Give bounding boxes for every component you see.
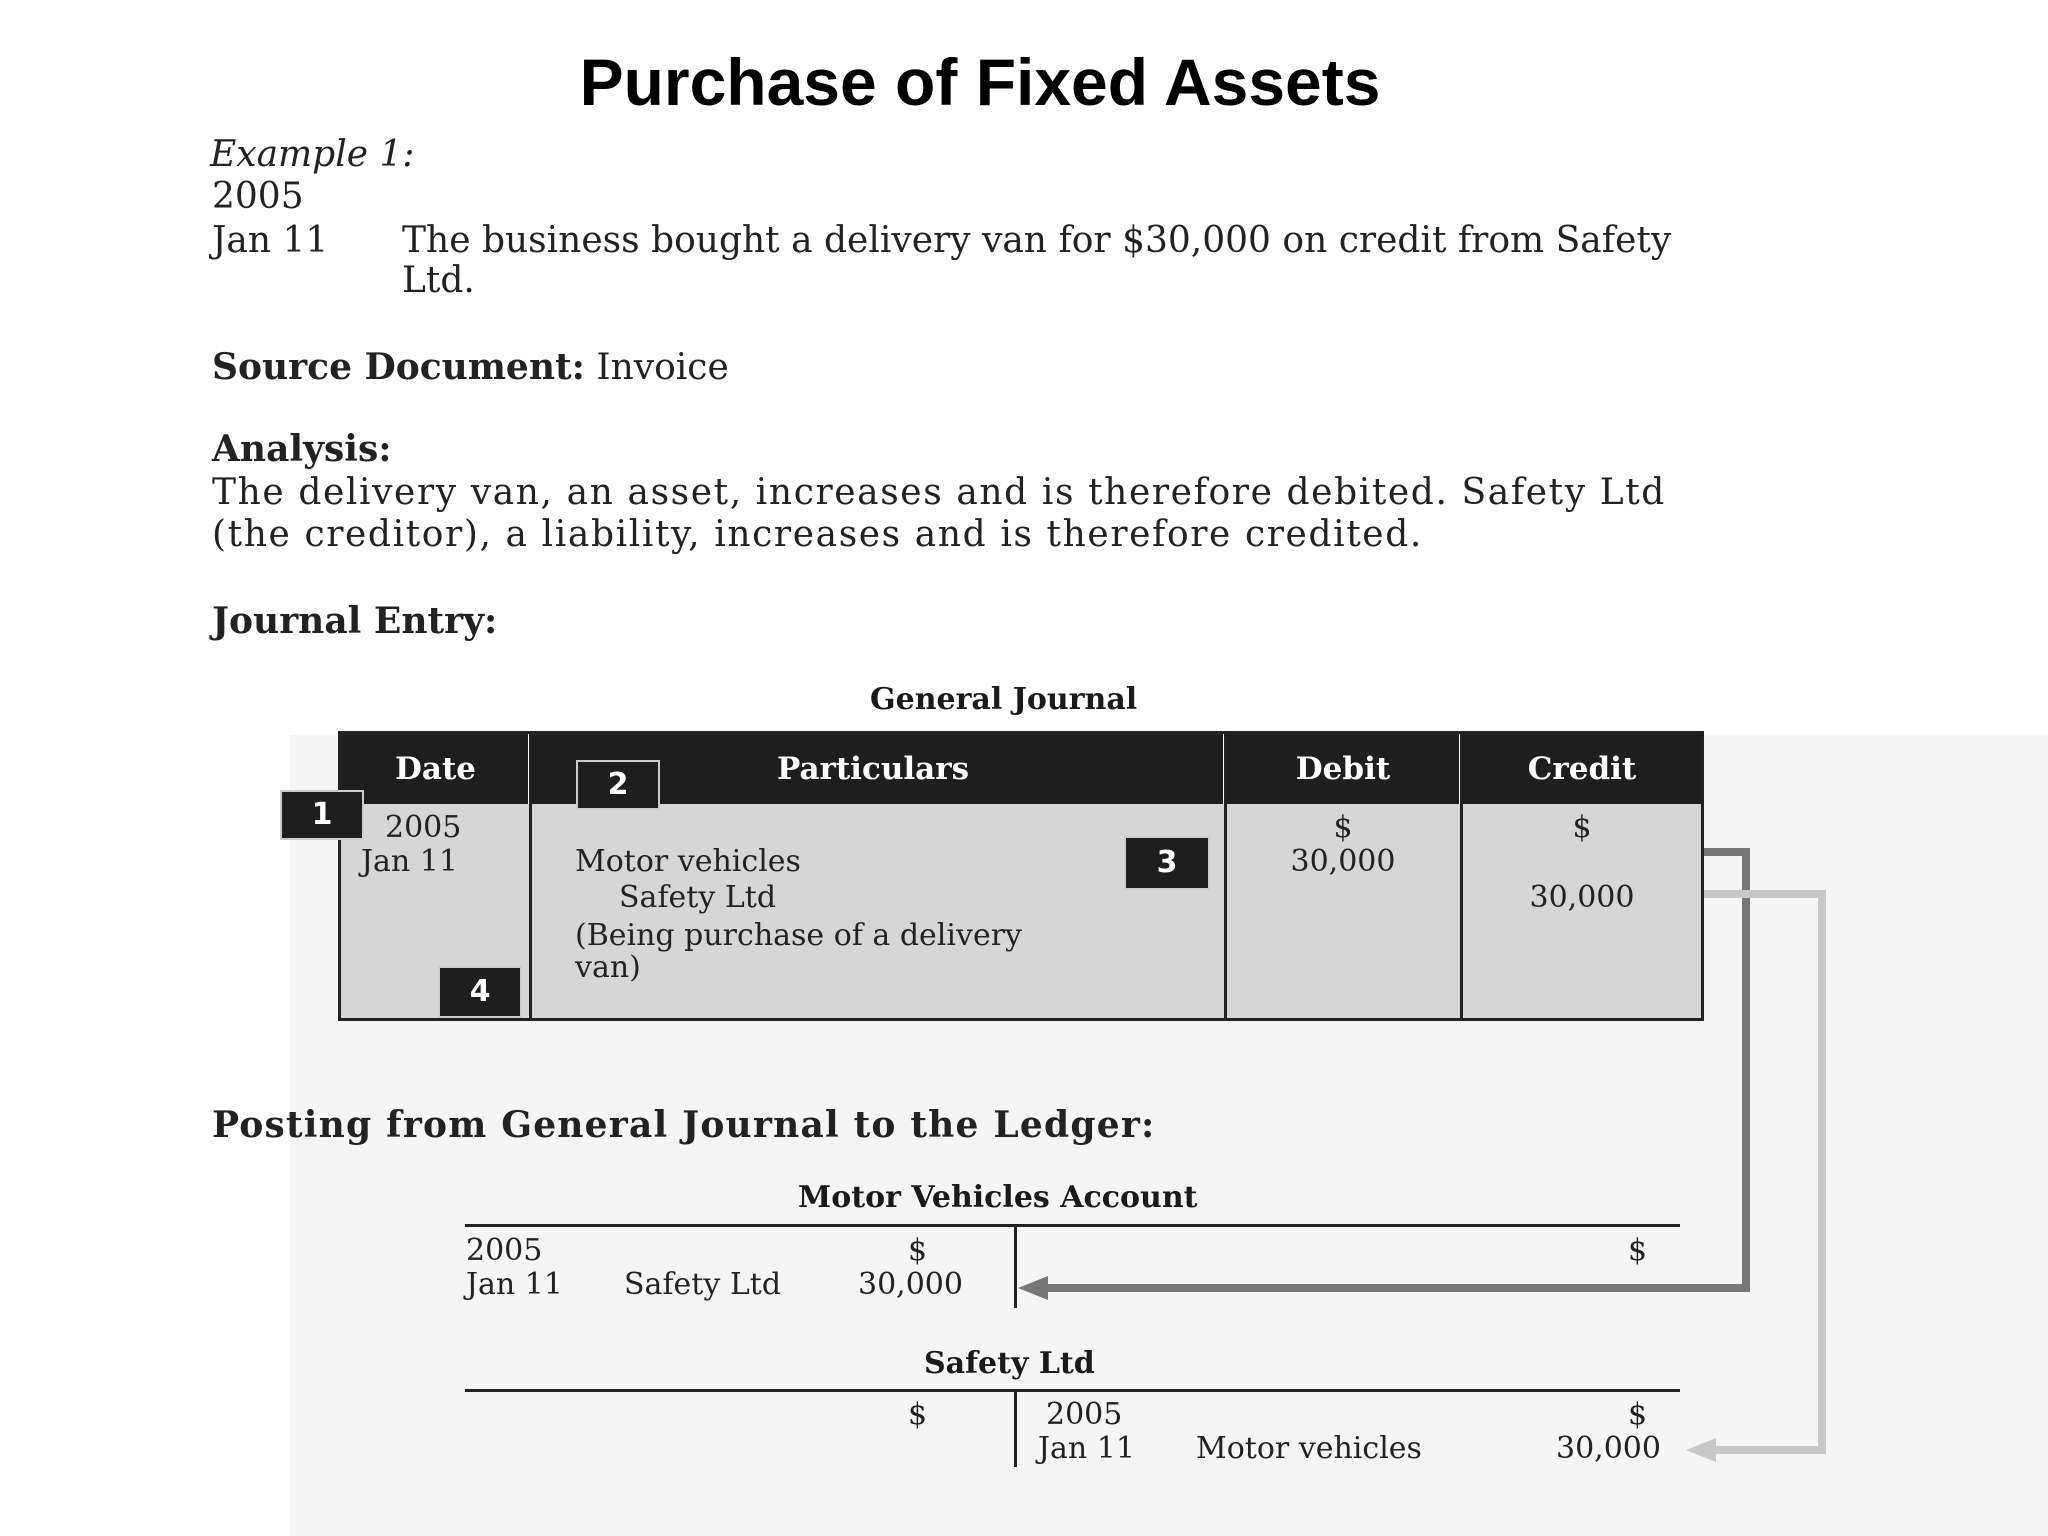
journal-credit-symbol: $	[1572, 810, 1592, 845]
journal-narration-line2: van)	[575, 950, 641, 985]
step-badge-3: 3	[1124, 836, 1210, 890]
ledger-motor-cr-symbol: $	[1628, 1233, 1648, 1268]
analysis-line1: The delivery van, an asset, increases and is therefore debited. Safety Ltd	[212, 472, 1666, 513]
example-label: Example 1:	[210, 134, 415, 175]
ledger-motor-dr-symbol: $	[908, 1233, 928, 1268]
general-journal-title: General Journal	[870, 682, 1138, 717]
journal-debit-symbol: $	[1333, 810, 1353, 845]
ledger-safety-particulars: Motor vehicles	[1196, 1431, 1422, 1466]
header-credit: Credit	[1527, 751, 1637, 787]
debit-arrow-head	[1018, 1276, 1048, 1300]
analysis-label: Analysis:	[212, 428, 392, 470]
source-document-label: Source Document:	[212, 346, 585, 388]
source-document-value: Invoice	[596, 347, 729, 388]
journal-credit-amount: 30,000	[1529, 880, 1635, 915]
debit-posting-arrow	[1040, 852, 1746, 1288]
ledger-safety-date: Jan 11	[1038, 1431, 1135, 1466]
example-description-line2: Ltd.	[402, 260, 475, 301]
ledger-motor-year: 2005	[466, 1233, 543, 1268]
ledger-safety-cr-symbol: $	[1628, 1397, 1648, 1432]
journal-date-day: Jan 11	[361, 844, 458, 879]
ledger-safety-dr-symbol: $	[908, 1397, 928, 1432]
step-badge-2: 2	[576, 760, 660, 810]
header-debit: Debit	[1295, 751, 1391, 787]
journal-credit-account: Safety Ltd	[619, 880, 777, 915]
example-description-line1: The business bought a delivery van for $30,000 on credit from Safety	[402, 220, 1672, 261]
header-date: Date	[394, 751, 476, 787]
ledger-safety-year: 2005	[1046, 1397, 1123, 1432]
journal-date-year: 2005	[385, 810, 462, 845]
credit-posting-arrow	[1704, 894, 1822, 1450]
ledger-motor-particulars: Safety Ltd	[624, 1267, 782, 1302]
journal-entry-label: Journal Entry:	[212, 600, 498, 642]
page-title: Purchase of Fixed Assets	[579, 45, 1381, 119]
example-date: Jan 11	[212, 220, 329, 261]
ledger-motor-dr-amount: 30,000	[858, 1267, 963, 1302]
journal-debit-amount: 30,000	[1290, 844, 1396, 879]
journal-debit-account: Motor vehicles	[575, 844, 801, 879]
ledger-safety-cr-amount: 30,000	[1556, 1431, 1661, 1466]
ledger-motor-title: Motor Vehicles Account	[798, 1180, 1198, 1215]
example-year: 2005	[212, 176, 304, 217]
posting-label: Posting from General Journal to the Ledger:	[212, 1104, 1156, 1146]
header-particulars: Particulars	[776, 751, 970, 787]
credit-arrow-head	[1686, 1438, 1716, 1462]
ledger-motor-date: Jan 11	[466, 1267, 563, 1302]
ledger-safety-title: Safety Ltd	[924, 1346, 1095, 1381]
analysis-line2: (the creditor), a liability, increases and is therefore credited.	[212, 514, 1423, 555]
step-badge-4: 4	[438, 966, 522, 1018]
journal-narration-line1: (Being purchase of a delivery	[575, 918, 1022, 953]
step-badge-1: 1	[280, 790, 364, 840]
